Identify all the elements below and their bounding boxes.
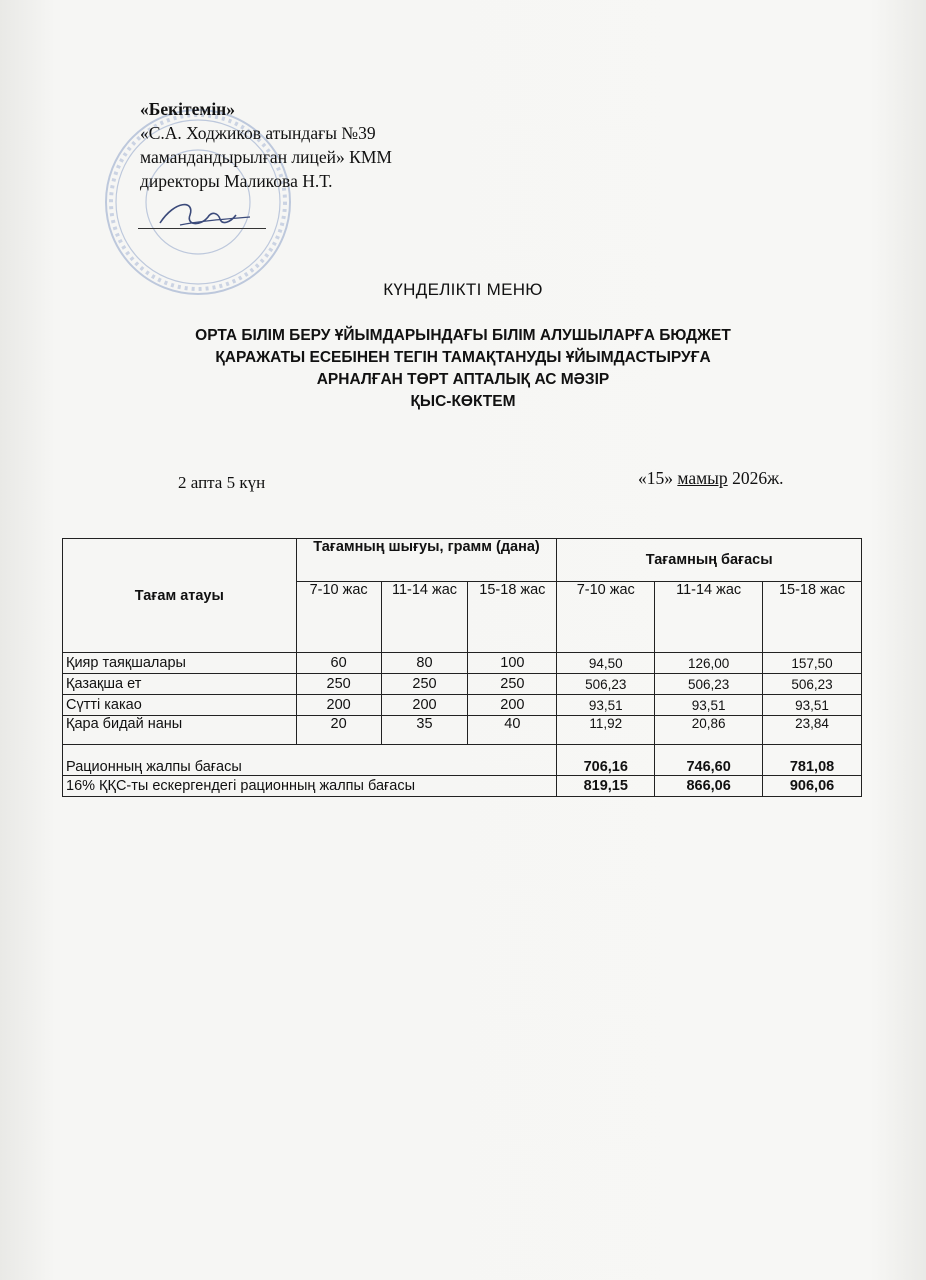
signature-line bbox=[138, 228, 266, 229]
approval-heading: «Бекітемін» bbox=[140, 99, 236, 119]
yield-cell: 80 bbox=[381, 653, 468, 674]
yield-cell: 200 bbox=[296, 695, 381, 716]
header-dish-name: Тағам атауы bbox=[63, 539, 297, 653]
vat-total-row bbox=[63, 776, 862, 797]
yield-cell: 20 bbox=[296, 716, 381, 745]
header-age-yield: 15-18 жас bbox=[468, 582, 557, 653]
total-label: Рационның жалпы бағасы bbox=[63, 745, 557, 776]
price-cell: 94,50 bbox=[557, 653, 655, 674]
week-day-label: 2 апта 5 күн bbox=[178, 473, 266, 492]
price-cell: 20,86 bbox=[655, 716, 763, 745]
price-cell: 11,92 bbox=[557, 716, 655, 745]
price-cell: 506,23 bbox=[763, 674, 862, 695]
subtitle-line: ҚЫС-КӨКТЕМ bbox=[410, 393, 516, 410]
dish-name: Қара бидай наны bbox=[63, 716, 297, 745]
date-month: мамыр bbox=[677, 468, 728, 488]
yield-cell: 100 bbox=[468, 653, 557, 674]
header-age-yield: 11-14 жас bbox=[381, 582, 468, 653]
price-cell: 157,50 bbox=[763, 653, 862, 674]
page-title: КҮНДЕЛІКТІ МЕНЮ bbox=[383, 280, 543, 299]
subtitle-line: ҚАРАЖАТЫ ЕСЕБІНЕН ТЕГІН ТАМАҚТАНУДЫ ҰЙЫМДАСТЫРУҒА bbox=[215, 349, 711, 366]
table-row bbox=[63, 695, 862, 716]
vat-total-cell: 819,15 bbox=[557, 776, 655, 797]
approval-line-1: «С.А. Ходжиков атындағы №39 bbox=[140, 123, 376, 143]
yield-cell: 200 bbox=[381, 695, 468, 716]
price-cell: 506,23 bbox=[557, 674, 655, 695]
vat-total-label: 16% ҚҚС-ты ескергендегі рационның жалпы бағасы bbox=[63, 776, 557, 797]
yield-cell: 250 bbox=[468, 674, 557, 695]
yield-cell: 40 bbox=[468, 716, 557, 745]
total-row bbox=[63, 745, 862, 776]
approval-block bbox=[140, 97, 392, 193]
approval-line-2: мамандандырылған лицей» КММ bbox=[140, 147, 392, 167]
price-cell: 506,23 bbox=[655, 674, 763, 695]
date-label bbox=[638, 468, 784, 489]
price-cell: 93,51 bbox=[557, 695, 655, 716]
date-suffix: 2026ж. bbox=[727, 468, 784, 488]
price-cell: 93,51 bbox=[655, 695, 763, 716]
total-cell: 746,60 bbox=[655, 745, 763, 776]
header-age-yield: 7-10 жас bbox=[296, 582, 381, 653]
total-cell: 706,16 bbox=[557, 745, 655, 776]
yield-cell: 250 bbox=[381, 674, 468, 695]
header-age-price: 11-14 жас bbox=[655, 582, 763, 653]
vat-total-cell: 906,06 bbox=[763, 776, 862, 797]
date-prefix: «15» bbox=[638, 468, 678, 488]
dish-name: Қазақша ет bbox=[63, 674, 297, 695]
table-row bbox=[63, 716, 862, 745]
header-price: Тағамның бағасы bbox=[557, 539, 862, 582]
yield-cell: 35 bbox=[381, 716, 468, 745]
table-row bbox=[63, 653, 862, 674]
vat-total-cell: 866,06 bbox=[655, 776, 763, 797]
header-yield: Тағамның шығуы, грамм (дана) bbox=[296, 539, 557, 582]
price-cell: 93,51 bbox=[763, 695, 862, 716]
signature-icon bbox=[140, 195, 260, 235]
price-cell: 23,84 bbox=[763, 716, 862, 745]
header-age-price: 15-18 жас bbox=[763, 582, 862, 653]
price-cell: 126,00 bbox=[655, 653, 763, 674]
menu-table bbox=[62, 538, 862, 797]
subtitle-line: АРНАЛҒАН ТӨРТ АПТАЛЫҚ АС МӘЗІР bbox=[316, 371, 610, 388]
page-subtitle bbox=[120, 325, 806, 413]
table-row bbox=[63, 674, 862, 695]
dish-name: Қияр таяқшалары bbox=[63, 653, 297, 674]
subtitle-line: ОРТА БІЛІМ БЕРУ ҰЙЫМДАРЫНДАҒЫ БІЛІМ АЛУШЫЛАРҒА БЮДЖЕТ bbox=[195, 327, 731, 344]
yield-cell: 60 bbox=[296, 653, 381, 674]
approval-line-3: директоры Маликова Н.Т. bbox=[140, 171, 333, 191]
total-cell: 781,08 bbox=[763, 745, 862, 776]
dish-name: Сүтті какао bbox=[63, 695, 297, 716]
yield-cell: 250 bbox=[296, 674, 381, 695]
yield-cell: 200 bbox=[468, 695, 557, 716]
header-age-price: 7-10 жас bbox=[557, 582, 655, 653]
